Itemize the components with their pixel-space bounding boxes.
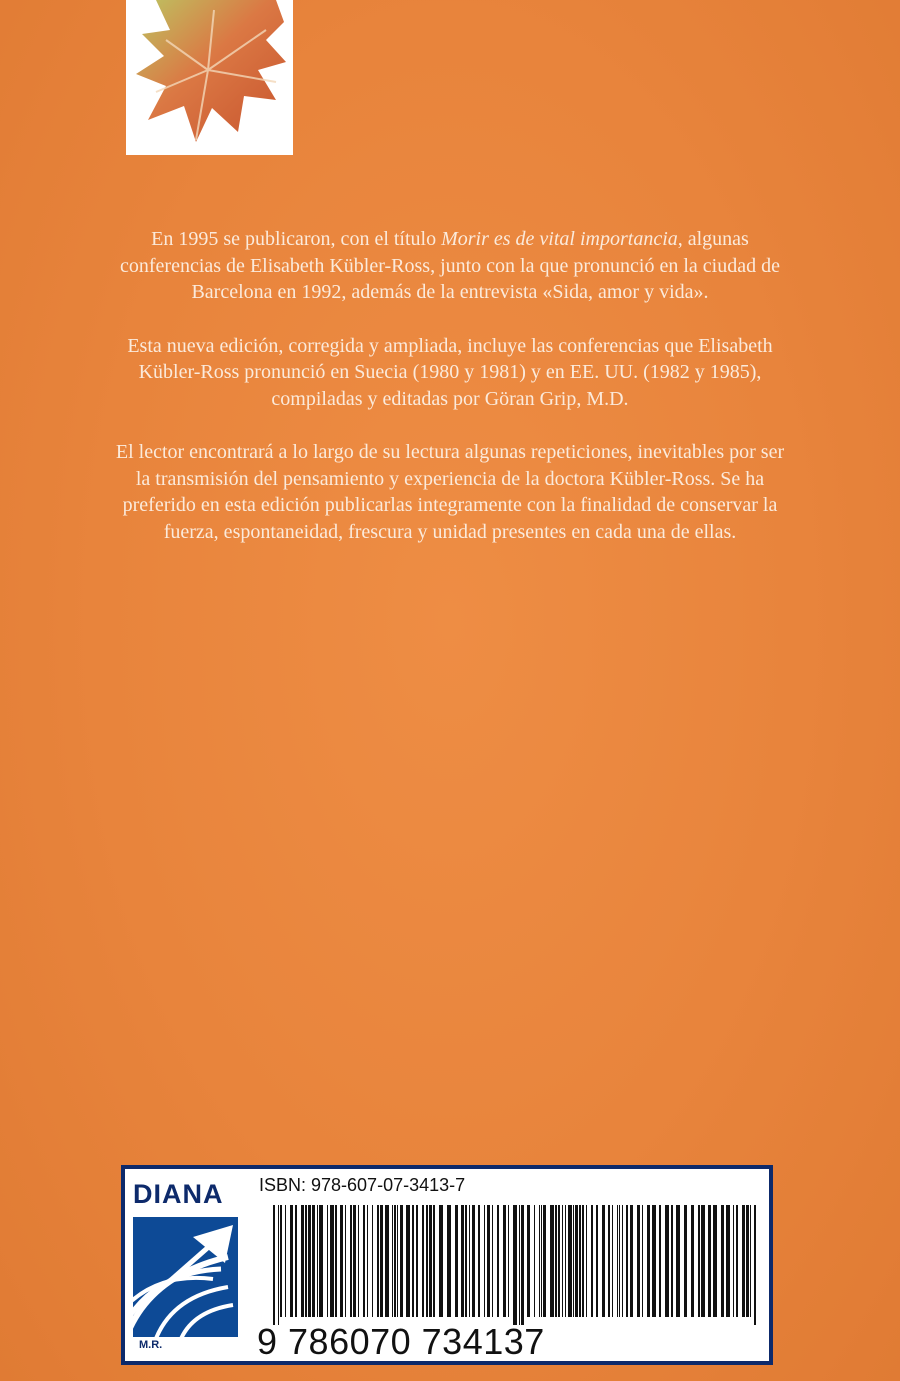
barcode-bar xyxy=(575,1205,578,1317)
diana-arrow-icon xyxy=(133,1217,238,1337)
blurb-paragraph-2: Esta nueva edición, corregida y ampliada, incluye las conferencias que Elisabeth Kübler-Ross pronunció en Suecia (1980 y 1981) y en EE. UU. (1982 y 1985), compiladas y editadas por Göran Grip, M.D. xyxy=(127,334,773,410)
barcode-bar xyxy=(550,1205,554,1317)
barcode-bar xyxy=(698,1205,700,1317)
publisher-name: DIANA xyxy=(133,1179,224,1209)
barcode-bar xyxy=(439,1205,443,1317)
barcode-bar xyxy=(312,1205,315,1317)
barcode-bar xyxy=(659,1205,661,1317)
barcode-bar xyxy=(519,1205,520,1325)
barcode-bar xyxy=(290,1205,293,1317)
barcode-bar xyxy=(350,1205,352,1317)
barcode-bar xyxy=(637,1205,640,1317)
barcode-bar xyxy=(340,1205,343,1317)
barcode-bar xyxy=(295,1205,297,1317)
barcode-bar xyxy=(380,1205,383,1317)
barcode-bar xyxy=(539,1205,540,1317)
barcode-bar xyxy=(622,1205,623,1317)
publisher-isbn-box xyxy=(121,1165,773,1365)
barcode-bar xyxy=(671,1205,673,1317)
barcode-bar xyxy=(397,1205,398,1317)
barcode-bar xyxy=(746,1205,749,1317)
barcode-bar xyxy=(503,1205,506,1317)
barcode-bar xyxy=(484,1205,485,1317)
barcode-bar xyxy=(626,1205,628,1317)
barcode-bar xyxy=(652,1205,656,1317)
barcode-bar xyxy=(691,1205,694,1317)
barcode-bar xyxy=(579,1205,581,1317)
barcode-bar xyxy=(684,1205,687,1317)
barcode-bar xyxy=(461,1205,464,1317)
barcode-bar xyxy=(754,1205,756,1325)
barcode-bar xyxy=(429,1205,432,1317)
barcode-bar xyxy=(385,1205,389,1317)
barcode-bar xyxy=(642,1205,643,1317)
barcode-bar xyxy=(392,1205,393,1317)
barcode-bar xyxy=(465,1205,467,1317)
barcode-bar xyxy=(602,1205,605,1317)
barcode-bar xyxy=(492,1205,493,1317)
barcode-bar xyxy=(367,1205,368,1317)
barcode-bar xyxy=(612,1205,613,1317)
isbn-label: ISBN: 978-607-07-3413-7 xyxy=(259,1175,466,1195)
barcode-bar xyxy=(455,1205,458,1317)
barcode-bar xyxy=(543,1205,546,1317)
barcode-bar xyxy=(630,1205,633,1317)
barcode-bar xyxy=(713,1205,717,1317)
barcode-bar xyxy=(513,1205,517,1325)
blurb-paragraph-3: El lector encontrará a lo largo de su lectura algunas repeticiones, inevitables por ser la transmisión del pensamiento y experiencia de la doctora Kübler-Ross. Se ha preferido en esta edición publicarlas integramente con la finalidad de conservar la fuerza, espontaneidad, frescura y unidad presentes en cada una de ellas. xyxy=(115,441,785,543)
book-title: Morir es de vital importancia xyxy=(441,228,678,250)
barcode-bar xyxy=(708,1205,711,1317)
barcode-bar xyxy=(676,1205,680,1317)
barcode-bar xyxy=(750,1205,751,1317)
trademark-mark: M.R. xyxy=(139,1339,163,1351)
barcode-bar xyxy=(416,1205,418,1317)
barcode-bar xyxy=(301,1205,304,1317)
barcode-bar xyxy=(591,1205,593,1317)
barcode-bar xyxy=(280,1205,282,1317)
barcode-bar xyxy=(497,1205,499,1317)
barcode-bar xyxy=(565,1205,566,1317)
barcode-bar xyxy=(412,1205,414,1317)
barcode-bar xyxy=(582,1205,584,1317)
barcode-bar xyxy=(558,1205,560,1317)
barcode-bar xyxy=(647,1205,650,1317)
barcode-bar xyxy=(273,1205,275,1325)
barcode-bar xyxy=(573,1205,574,1317)
barcode-bar xyxy=(596,1205,598,1317)
barcode-bar xyxy=(317,1205,318,1317)
barcode-bar xyxy=(422,1205,424,1317)
barcode-bar xyxy=(665,1205,669,1317)
barcode-bar xyxy=(478,1205,480,1317)
barcode-bar xyxy=(508,1205,509,1317)
publisher-logo xyxy=(125,1169,247,1361)
barcode-bar xyxy=(353,1205,356,1317)
barcode-bar xyxy=(742,1205,745,1317)
barcode-bar xyxy=(608,1205,610,1317)
barcode-bar xyxy=(447,1205,451,1317)
barcode-bar xyxy=(721,1205,724,1317)
barcode-bar xyxy=(619,1205,620,1317)
barcode-bar xyxy=(701,1205,705,1317)
barcode-bar xyxy=(469,1205,470,1317)
barcode-bar xyxy=(555,1205,557,1317)
barcode-bar xyxy=(426,1205,428,1317)
barcode-bar xyxy=(345,1205,346,1317)
maple-leaf-icon xyxy=(126,0,293,155)
barcode-bar xyxy=(330,1205,334,1317)
barcode-bar xyxy=(335,1205,337,1317)
barcode-bar xyxy=(327,1205,328,1317)
barcode xyxy=(273,1205,761,1325)
barcode-bar xyxy=(358,1205,359,1317)
barcode-bar xyxy=(534,1205,535,1317)
barcode-bar xyxy=(363,1205,365,1317)
barcode-bar xyxy=(568,1205,572,1317)
leaf-illustration xyxy=(126,0,293,155)
barcode-bar xyxy=(319,1205,323,1317)
barcode-bar xyxy=(733,1205,734,1317)
barcode-bar xyxy=(377,1205,379,1317)
barcode-digits: 9 786070 734137 xyxy=(257,1321,545,1362)
barcode-bar xyxy=(308,1205,311,1317)
barcode-bar xyxy=(433,1205,435,1317)
barcode-bar xyxy=(278,1205,279,1325)
back-cover-blurb xyxy=(110,226,790,572)
barcode-bar xyxy=(586,1205,587,1317)
barcode-bar xyxy=(305,1205,307,1317)
barcode-bar xyxy=(726,1205,730,1317)
barcode-bar xyxy=(541,1205,542,1317)
barcode-bar xyxy=(527,1205,530,1317)
barcode-bar xyxy=(521,1205,524,1325)
barcode-bar xyxy=(400,1205,403,1317)
barcode-bar xyxy=(372,1205,373,1317)
barcode-bar xyxy=(394,1205,396,1317)
barcode-bar xyxy=(285,1205,286,1317)
barcode-bar xyxy=(487,1205,490,1317)
barcode-bar xyxy=(472,1205,475,1317)
barcode-bar xyxy=(617,1205,618,1317)
blurb-paragraph-1: En 1995 se publicaron, con el título Morir es de vital importancia, algunas conferencias de Elisabeth Kübler-Ross, junto con la que pronunció en la ciudad de Barcelona en 1992, además de la entrevista «Sida, amor y vida». xyxy=(120,228,780,303)
barcode-bar xyxy=(562,1205,563,1317)
barcode-bar xyxy=(736,1205,738,1317)
barcode-bar xyxy=(406,1205,410,1317)
